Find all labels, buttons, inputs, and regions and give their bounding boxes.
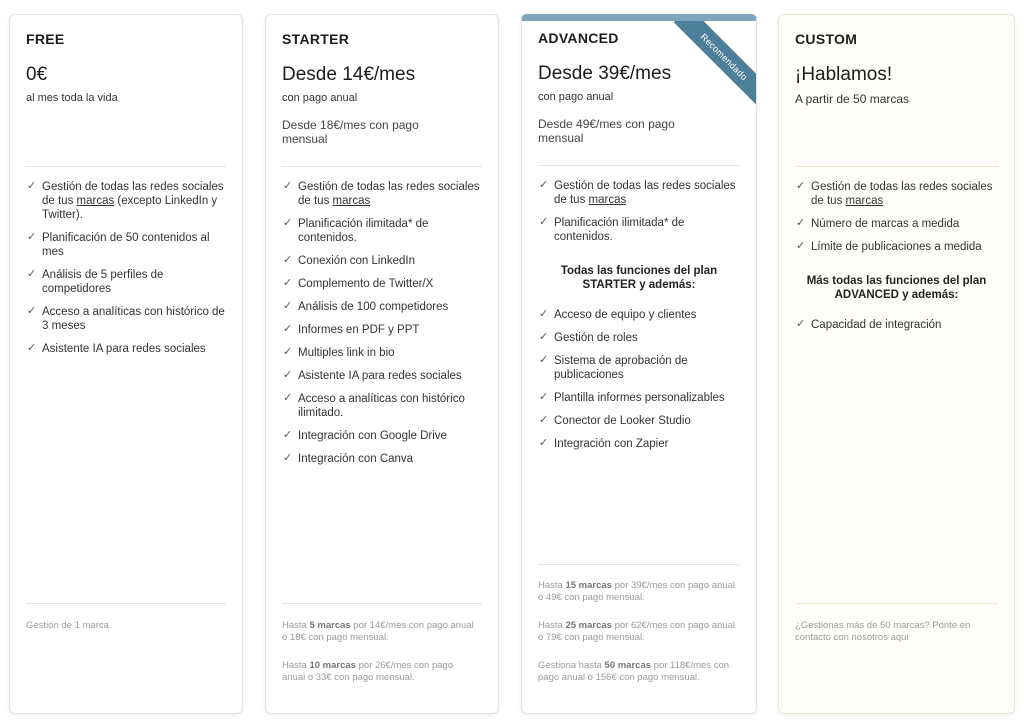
feature-item: ✓ Acceso a analíticas con histórico de 3 meses bbox=[27, 305, 225, 332]
feature-item: ✓ Integración con Canva bbox=[283, 452, 414, 465]
feature-item: ✓ Gestión de todas las redes sociales de tus marcas bbox=[283, 180, 480, 207]
check-icon: ✓ bbox=[539, 308, 549, 320]
plan-name: CUSTOM bbox=[795, 31, 858, 47]
feature-item: ✓ Límite de publicaciones a medida bbox=[796, 240, 982, 253]
feature-list bbox=[795, 180, 998, 341]
plan-card-advanced bbox=[521, 14, 757, 714]
plan-footnote: Hasta 25 marcas por 62€/mes con pago anual o 79€ con pago mensual. bbox=[538, 620, 736, 643]
feature-item: ✓ Asistente IA para redes sociales bbox=[283, 369, 462, 382]
feature-item: ✓ Acceso de equipo y clientes bbox=[539, 308, 697, 321]
plan-price: Desde 14€/mes bbox=[282, 64, 416, 85]
divider bbox=[26, 603, 226, 604]
feature-item: ✓ Planificación de 50 contenidos al mes bbox=[27, 231, 210, 258]
plan-price: 0€ bbox=[26, 64, 48, 85]
feature-item: ✓ Sistema de aprobación de publicaciones bbox=[539, 354, 688, 381]
check-icon: ✓ bbox=[27, 305, 37, 317]
check-icon: ✓ bbox=[796, 240, 806, 252]
check-icon: ✓ bbox=[283, 323, 293, 335]
check-icon: ✓ bbox=[27, 180, 37, 192]
divider bbox=[282, 603, 482, 604]
check-icon: ✓ bbox=[796, 217, 806, 229]
plan-footnote: Gestiona hasta 50 marcas por 118€/mes con pago anual o 156€ con pago mensual. bbox=[538, 660, 730, 683]
plan-billing-note: con pago anual bbox=[538, 91, 614, 103]
recommended-ribbon: Recomendado bbox=[674, 14, 757, 107]
feature-item: ✓ Gestión de todas las redes sociales de tus marcas (excepto LinkedIn y Twitter). bbox=[27, 180, 224, 221]
divider bbox=[26, 166, 226, 167]
feature-item: ✓ Número de marcas a medida bbox=[796, 217, 960, 230]
feature-item: ✓ Gestión de todas las redes sociales de tus marcas bbox=[796, 180, 993, 207]
feature-item: ✓ Informes en PDF y PPT bbox=[283, 323, 420, 336]
feature-item: ✓ Análisis de 100 competidores bbox=[283, 300, 449, 313]
features-section-header: Todas las funciones del plan STARTER y además: bbox=[560, 265, 718, 291]
check-icon: ✓ bbox=[283, 369, 293, 381]
feature-list bbox=[26, 180, 226, 365]
plan-footnote: Hasta 10 marcas por 26€/mes con pago anual o 33€ con pago mensual. bbox=[282, 660, 454, 683]
plan-name: STARTER bbox=[282, 31, 350, 47]
plan-name: ADVANCED bbox=[538, 30, 619, 46]
check-icon: ✓ bbox=[283, 180, 293, 192]
plan-billing-note: al mes toda la vida bbox=[26, 92, 118, 104]
check-icon: ✓ bbox=[283, 392, 293, 404]
plan-footnote: Hasta 5 marcas por 14€/mes con pago anual o 18€ con pago mensual. bbox=[282, 620, 474, 643]
feature-item: ✓ Multiples link in bio bbox=[283, 346, 395, 359]
plan-card-starter bbox=[265, 14, 499, 714]
check-icon: ✓ bbox=[539, 331, 549, 343]
divider bbox=[538, 165, 740, 166]
check-icon: ✓ bbox=[283, 277, 293, 289]
feature-item: ✓ Análisis de 5 perfiles de competidores bbox=[27, 268, 164, 295]
feature-item: ✓ Integración con Zapier bbox=[539, 437, 669, 450]
plan-billing-note: con pago anual bbox=[282, 92, 358, 104]
divider bbox=[795, 603, 998, 604]
check-icon: ✓ bbox=[539, 391, 549, 403]
feature-item: ✓ Complemento de Twitter/X bbox=[283, 277, 434, 290]
check-icon: ✓ bbox=[539, 354, 549, 366]
feature-item: ✓ Planificación ilimitada* de contenidos. bbox=[539, 216, 685, 243]
plan-price: ¡Hablamos! bbox=[795, 64, 893, 85]
feature-item: ✓ Asistente IA para redes sociales bbox=[27, 342, 206, 355]
plan-name: FREE bbox=[26, 31, 65, 47]
check-icon: ✓ bbox=[796, 318, 806, 330]
feature-item: ✓ Conexión con LinkedIn bbox=[283, 254, 415, 267]
marcas-link[interactable]: marcas bbox=[845, 195, 884, 207]
feature-item: ✓ Gestión de roles bbox=[539, 331, 638, 344]
feature-item: ✓ Conector de Looker Studio bbox=[539, 414, 691, 427]
check-icon: ✓ bbox=[539, 414, 549, 426]
plan-footnote: Gestión de 1 marca bbox=[26, 620, 109, 631]
feature-item: ✓ Acceso a analíticas con histórico ilimitado. bbox=[283, 392, 465, 419]
marcas-link[interactable]: marcas bbox=[76, 195, 115, 207]
plan-monthly-price: Desde 18€/mes con pago mensual bbox=[282, 118, 419, 146]
plan-footnote: Hasta 15 marcas por 39€/mes con pago anual o 49€ con pago mensual. bbox=[538, 580, 736, 603]
feature-item: ✓ Integración con Google Drive bbox=[283, 429, 447, 442]
feature-item: ✓ Plantilla informes personalizables bbox=[539, 391, 725, 404]
check-icon: ✓ bbox=[283, 300, 293, 312]
check-icon: ✓ bbox=[283, 346, 293, 358]
divider bbox=[538, 564, 740, 565]
feature-item: ✓ Gestión de todas las redes sociales de tus marcas bbox=[539, 179, 736, 206]
divider bbox=[282, 166, 482, 167]
check-icon: ✓ bbox=[27, 268, 37, 280]
check-icon: ✓ bbox=[283, 254, 293, 266]
check-icon: ✓ bbox=[27, 231, 37, 243]
plan-billing-note: A partir de 50 marcas bbox=[795, 92, 910, 106]
check-icon: ✓ bbox=[796, 180, 806, 192]
check-icon: ✓ bbox=[539, 437, 549, 449]
check-icon: ✓ bbox=[539, 179, 549, 191]
plan-card-custom bbox=[778, 14, 1015, 714]
divider bbox=[795, 166, 998, 167]
features-section-header: Más todas las funciones del plan ADVANCED y además: bbox=[806, 275, 987, 301]
feature-list bbox=[538, 179, 740, 460]
check-icon: ✓ bbox=[539, 216, 549, 228]
marcas-link[interactable]: marcas bbox=[332, 195, 371, 207]
check-icon: ✓ bbox=[283, 452, 293, 464]
check-icon: ✓ bbox=[27, 342, 37, 354]
plan-price: Desde 39€/mes bbox=[538, 63, 672, 84]
plan-card-free bbox=[9, 14, 243, 714]
feature-item: ✓ Capacidad de integración bbox=[796, 318, 942, 331]
marcas-link[interactable]: marcas bbox=[588, 194, 627, 206]
check-icon: ✓ bbox=[283, 217, 293, 229]
check-icon: ✓ bbox=[283, 429, 293, 441]
feature-item: ✓ Planificación ilimitada* de contenidos. bbox=[283, 217, 429, 244]
plan-monthly-price: Desde 49€/mes con pago mensual bbox=[538, 117, 675, 145]
contact-us-link[interactable]: ¿Gestionas más de 50 marcas? Ponte en contacto con nosotros aquí bbox=[795, 620, 971, 643]
feature-list bbox=[282, 180, 482, 475]
